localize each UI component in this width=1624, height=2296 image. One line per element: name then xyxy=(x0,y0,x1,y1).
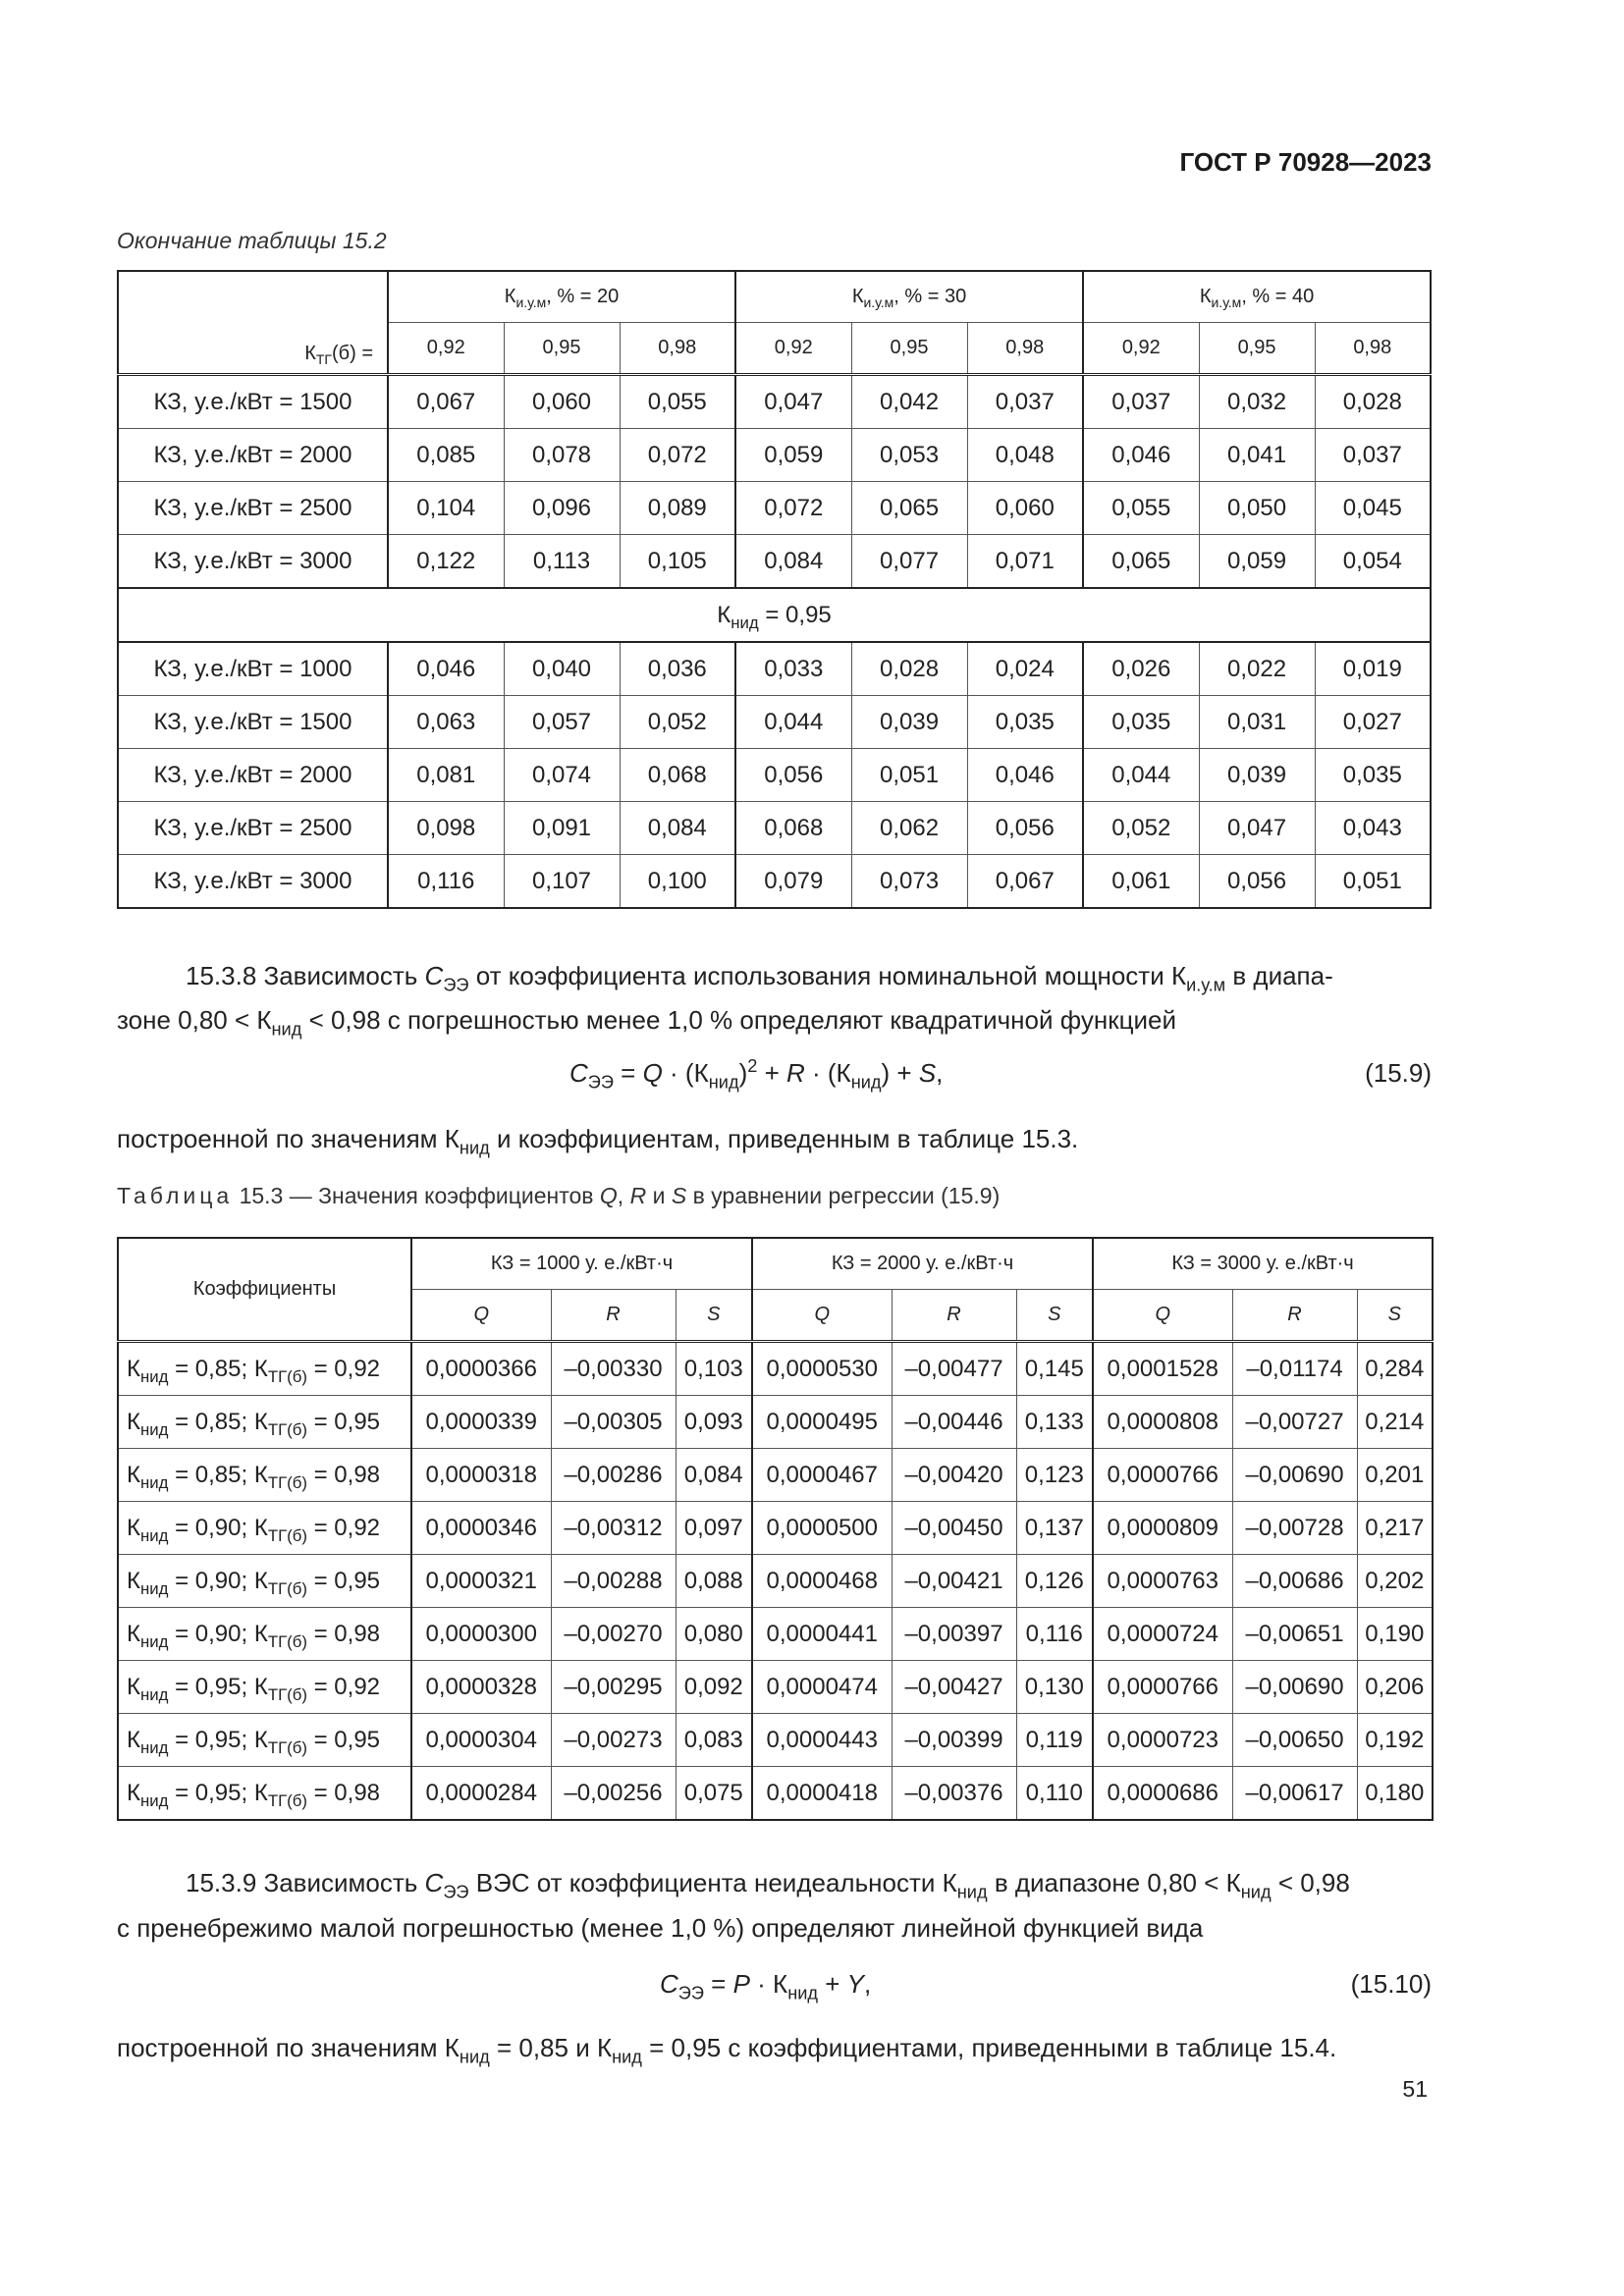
ktg-value-header: 0,98 xyxy=(1315,323,1431,375)
kz-group-header: КЗ = 1000 у. е./кВт·ч xyxy=(411,1238,752,1290)
value-cell: 0,047 xyxy=(735,375,851,429)
value-cell: 0,056 xyxy=(967,802,1083,855)
value-cell: 0,057 xyxy=(504,696,620,749)
coef-value-cell: 0,0000530 xyxy=(752,1342,892,1396)
paragraph-after-formula-15-9: построенной по значениям $К_{нид}$ и коэффициентам, приведенным в таблице 15.3. xyxy=(117,1124,1079,1158)
coef-row-label: $К_{нид} = 0,95$; $К_{ТГ(б)} = 0,98$ xyxy=(118,1767,411,1821)
value-cell: 0,026 xyxy=(1083,642,1199,696)
coef-value-cell: –0,00376 xyxy=(892,1767,1016,1821)
coef-value-cell: 0,214 xyxy=(1357,1396,1433,1449)
coef-value-cell: 0,0000441 xyxy=(752,1608,892,1661)
value-cell: 0,055 xyxy=(1083,482,1199,535)
value-cell: 0,039 xyxy=(851,696,967,749)
section-1-body xyxy=(118,375,1431,589)
table-row xyxy=(118,1502,1433,1555)
coef-value-cell: 0,119 xyxy=(1016,1714,1093,1767)
value-cell: 0,089 xyxy=(620,482,735,535)
coef-value-cell: 0,0000808 xyxy=(1093,1396,1232,1449)
value-cell: 0,048 xyxy=(967,429,1083,482)
paragraph-after-formula-15-10: построенной по значениям $К_{нид} = 0,85$ и $К_{нид} = 0,95$ с коэффициентами, приведенными в таблице 15.4. xyxy=(117,2033,1337,2067)
coef-value-cell: 0,180 xyxy=(1357,1767,1433,1821)
paragraph-15-3-9: 15.3.9 Зависимость $C_{ЭЭ}$ ВЭС от коэффициента неидеальности $К_{нид}$ в диапазоне $0,80 < К_{нид} < 0,98$ xyxy=(186,1868,1350,1902)
coef-value-cell: 0,206 xyxy=(1357,1661,1433,1714)
value-cell: 0,052 xyxy=(1083,802,1199,855)
coefficients-header: Коэффициенты xyxy=(118,1238,411,1342)
value-cell: 0,072 xyxy=(620,429,735,482)
coef-subheader: Q xyxy=(752,1290,892,1342)
coef-subheader: S xyxy=(1357,1290,1433,1342)
coef-value-cell: 0,075 xyxy=(676,1767,752,1821)
value-cell: 0,067 xyxy=(388,375,504,429)
table-15-3-body xyxy=(118,1342,1433,1821)
coef-value-cell: 0,0000766 xyxy=(1093,1661,1232,1714)
coef-value-cell: 0,0000418 xyxy=(752,1767,892,1821)
formula-15-9-number: (15.9) xyxy=(1365,1058,1432,1088)
table-15-3-caption: Таблица 15.3 — Значения коэффициентов Q, R и S в уравнении регрессии (15.9) xyxy=(117,1183,1001,1208)
coef-subheader: R xyxy=(892,1290,1016,1342)
value-cell: 0,065 xyxy=(1083,535,1199,589)
table-row xyxy=(118,1767,1433,1821)
value-cell: 0,043 xyxy=(1315,802,1431,855)
value-cell: 0,059 xyxy=(1199,535,1315,589)
value-cell: 0,052 xyxy=(620,696,735,749)
table-row xyxy=(118,749,1431,802)
kium-group-header: $К_{и.у.м}$, % = 20 xyxy=(388,271,735,323)
value-cell: 0,113 xyxy=(504,535,620,589)
value-cell: 0,035 xyxy=(967,696,1083,749)
table-15-3 xyxy=(117,1237,1434,1821)
value-cell: 0,116 xyxy=(388,855,504,909)
coef-subheader: R xyxy=(551,1290,676,1342)
value-cell: 0,085 xyxy=(388,429,504,482)
coef-value-cell: –0,00727 xyxy=(1232,1396,1357,1449)
value-cell: 0,084 xyxy=(735,535,851,589)
coef-value-cell: 0,0000467 xyxy=(752,1449,892,1502)
coef-value-cell: 0,0000495 xyxy=(752,1396,892,1449)
coef-value-cell: 0,092 xyxy=(676,1661,752,1714)
coef-value-cell: 0,084 xyxy=(676,1449,752,1502)
coef-value-cell: 0,202 xyxy=(1357,1555,1433,1608)
coef-value-cell: 0,0000321 xyxy=(411,1555,551,1608)
coef-value-cell: 0,0000809 xyxy=(1093,1502,1232,1555)
coef-value-cell: 0,080 xyxy=(676,1608,752,1661)
coef-value-cell: 0,137 xyxy=(1016,1502,1093,1555)
coef-value-cell: –0,00728 xyxy=(1232,1502,1357,1555)
ktg-value-header: 0,95 xyxy=(851,323,967,375)
ktg-value-header: 0,92 xyxy=(735,323,851,375)
coef-value-cell: –0,00305 xyxy=(551,1396,676,1449)
coef-subheader: S xyxy=(676,1290,752,1342)
table-row xyxy=(118,429,1431,482)
coef-value-cell: –0,00399 xyxy=(892,1714,1016,1767)
ktg-value-header: 0,95 xyxy=(1199,323,1315,375)
coef-value-cell: 0,0000366 xyxy=(411,1342,551,1396)
coef-value-cell: 0,0000339 xyxy=(411,1396,551,1449)
kium-group-header: $К_{и.у.м}$, % = 40 xyxy=(1083,271,1431,323)
value-cell: 0,055 xyxy=(620,375,735,429)
coef-subheader: R xyxy=(1232,1290,1357,1342)
coef-value-cell: 0,0000468 xyxy=(752,1555,892,1608)
coef-value-cell: –0,00421 xyxy=(892,1555,1016,1608)
ktg-value-header: 0,95 xyxy=(504,323,620,375)
value-cell: 0,065 xyxy=(851,482,967,535)
kz-row-label: КЗ, у.е./кВт = 2500 xyxy=(118,802,388,855)
coef-value-cell: 0,145 xyxy=(1016,1342,1093,1396)
value-cell: 0,045 xyxy=(1315,482,1431,535)
value-cell: 0,081 xyxy=(388,749,504,802)
coef-value-cell: –0,00617 xyxy=(1232,1767,1357,1821)
value-cell: 0,040 xyxy=(504,642,620,696)
table-15-2-continuation-caption: Окончание таблицы 15.2 xyxy=(117,228,387,253)
coef-row-label: $К_{нид} = 0,90$; $К_{ТГ(б)} = 0,98$ xyxy=(118,1608,411,1661)
coef-row-label: $К_{нид} = 0,95$; $К_{ТГ(б)} = 0,95$ xyxy=(118,1714,411,1767)
value-cell: 0,122 xyxy=(388,535,504,589)
value-cell: 0,041 xyxy=(1199,429,1315,482)
kz-group-header: КЗ = 3000 у. е./кВт·ч xyxy=(1093,1238,1433,1290)
coef-value-cell: –0,00686 xyxy=(1232,1555,1357,1608)
coef-value-cell: –0,00256 xyxy=(551,1767,676,1821)
value-cell: 0,091 xyxy=(504,802,620,855)
kz-row-label: КЗ, у.е./кВт = 2000 xyxy=(118,429,388,482)
value-cell: 0,105 xyxy=(620,535,735,589)
coef-value-cell: 0,0000318 xyxy=(411,1449,551,1502)
value-cell: 0,077 xyxy=(851,535,967,589)
knid-section-separator: $К_{нид} = 0,95$ xyxy=(118,588,1431,642)
value-cell: 0,071 xyxy=(967,535,1083,589)
kz-row-label: КЗ, у.е./кВт = 1500 xyxy=(118,375,388,429)
table-row xyxy=(118,642,1431,696)
value-cell: 0,039 xyxy=(1199,749,1315,802)
kz-group-header: КЗ = 2000 у. е./кВт·ч xyxy=(752,1238,1093,1290)
formula-15-10: $C_{ЭЭ} = P \cdot К_{нид} + Y$, xyxy=(660,1969,872,2003)
coef-value-cell: 0,0000304 xyxy=(411,1714,551,1767)
coef-value-cell: 0,0000686 xyxy=(1093,1767,1232,1821)
table-row xyxy=(118,855,1431,909)
coef-value-cell: –0,00477 xyxy=(892,1342,1016,1396)
value-cell: 0,047 xyxy=(1199,802,1315,855)
coef-value-cell: 0,0001528 xyxy=(1093,1342,1232,1396)
coef-value-cell: 0,0000724 xyxy=(1093,1608,1232,1661)
value-cell: 0,022 xyxy=(1199,642,1315,696)
value-cell: 0,072 xyxy=(735,482,851,535)
kz-row-label: КЗ, у.е./кВт = 3000 xyxy=(118,855,388,909)
value-cell: 0,060 xyxy=(967,482,1083,535)
coef-value-cell: 0,0000474 xyxy=(752,1661,892,1714)
value-cell: 0,035 xyxy=(1315,749,1431,802)
table-row xyxy=(118,482,1431,535)
coef-value-cell: 0,123 xyxy=(1016,1449,1093,1502)
value-cell: 0,033 xyxy=(735,642,851,696)
coef-value-cell: 0,133 xyxy=(1016,1396,1093,1449)
value-cell: 0,036 xyxy=(620,642,735,696)
value-cell: 0,107 xyxy=(504,855,620,909)
coef-value-cell: –0,01174 xyxy=(1232,1342,1357,1396)
value-cell: 0,044 xyxy=(1083,749,1199,802)
value-cell: 0,062 xyxy=(851,802,967,855)
value-cell: 0,028 xyxy=(851,642,967,696)
coef-value-cell: 0,0000763 xyxy=(1093,1555,1232,1608)
coef-value-cell: 0,192 xyxy=(1357,1714,1433,1767)
table-row xyxy=(118,375,1431,429)
table-15-2 xyxy=(117,270,1432,909)
value-cell: 0,078 xyxy=(504,429,620,482)
value-cell: 0,032 xyxy=(1199,375,1315,429)
ktg-value-header: 0,98 xyxy=(967,323,1083,375)
coef-value-cell: 0,190 xyxy=(1357,1608,1433,1661)
coef-value-cell: –0,00446 xyxy=(892,1396,1016,1449)
coef-value-cell: –0,00690 xyxy=(1232,1661,1357,1714)
coef-value-cell: –0,00397 xyxy=(892,1608,1016,1661)
coef-value-cell: 0,0000766 xyxy=(1093,1449,1232,1502)
value-cell: 0,051 xyxy=(1315,855,1431,909)
coef-row-label: $К_{нид} = 0,85$; $К_{ТГ(б)} = 0,95$ xyxy=(118,1396,411,1449)
coef-value-cell: –0,00651 xyxy=(1232,1608,1357,1661)
coef-row-label: $К_{нид} = 0,85$; $К_{ТГ(б)} = 0,98$ xyxy=(118,1449,411,1502)
coef-value-cell: 0,103 xyxy=(676,1342,752,1396)
value-cell: 0,019 xyxy=(1315,642,1431,696)
value-cell: 0,068 xyxy=(735,802,851,855)
coef-value-cell: –0,00273 xyxy=(551,1714,676,1767)
coef-value-cell: –0,00650 xyxy=(1232,1714,1357,1767)
coef-value-cell: 0,0000500 xyxy=(752,1502,892,1555)
coef-value-cell: –0,00330 xyxy=(551,1342,676,1396)
coef-subheader: S xyxy=(1016,1290,1093,1342)
coef-value-cell: –0,00288 xyxy=(551,1555,676,1608)
coef-value-cell: 0,097 xyxy=(676,1502,752,1555)
value-cell: 0,037 xyxy=(1315,429,1431,482)
coef-value-cell: –0,00295 xyxy=(551,1661,676,1714)
value-cell: 0,042 xyxy=(851,375,967,429)
coef-value-cell: 0,116 xyxy=(1016,1608,1093,1661)
coef-row-label: $К_{нид} = 0,85$; $К_{ТГ(б)} = 0,92$ xyxy=(118,1342,411,1396)
value-cell: 0,067 xyxy=(967,855,1083,909)
coef-value-cell: 0,130 xyxy=(1016,1661,1093,1714)
page-number: 51 xyxy=(1402,2076,1428,2102)
coef-value-cell: –0,00270 xyxy=(551,1608,676,1661)
coef-value-cell: 0,0000300 xyxy=(411,1608,551,1661)
value-cell: 0,056 xyxy=(735,749,851,802)
coef-value-cell: –0,00312 xyxy=(551,1502,676,1555)
coef-value-cell: 0,284 xyxy=(1357,1342,1433,1396)
kz-row-label: КЗ, у.е./кВт = 3000 xyxy=(118,535,388,589)
value-cell: 0,096 xyxy=(504,482,620,535)
ktg-value-header: 0,92 xyxy=(1083,323,1199,375)
table-row xyxy=(118,1342,1433,1396)
value-cell: 0,054 xyxy=(1315,535,1431,589)
value-cell: 0,068 xyxy=(620,749,735,802)
table-row xyxy=(118,535,1431,589)
value-cell: 0,027 xyxy=(1315,696,1431,749)
table-row xyxy=(118,1555,1433,1608)
coef-row-label: $К_{нид} = 0,90$; $К_{ТГ(б)} = 0,95$ xyxy=(118,1555,411,1608)
table-row xyxy=(118,1661,1433,1714)
coef-value-cell: 0,0000443 xyxy=(752,1714,892,1767)
coef-subheader: Q xyxy=(411,1290,551,1342)
coef-value-cell: 0,093 xyxy=(676,1396,752,1449)
paragraph-15-3-8: 15.3.8 Зависимость $C_{ЭЭ}$ от коэффициента использования номинальной мощности $К_{и.у.м}$ в диапа- xyxy=(186,961,1333,995)
coef-value-cell: –0,00420 xyxy=(892,1449,1016,1502)
coef-value-cell: –0,00427 xyxy=(892,1661,1016,1714)
coef-value-cell: –0,00450 xyxy=(892,1502,1016,1555)
kz-row-label: КЗ, у.е./кВт = 1500 xyxy=(118,696,388,749)
value-cell: 0,053 xyxy=(851,429,967,482)
value-cell: 0,037 xyxy=(1083,375,1199,429)
coef-value-cell: 0,126 xyxy=(1016,1555,1093,1608)
ktg-corner-label: $К_{ТГ}(б)$ = xyxy=(118,271,388,375)
table-row xyxy=(118,1714,1433,1767)
coef-value-cell: 0,0000346 xyxy=(411,1502,551,1555)
value-cell: 0,084 xyxy=(620,802,735,855)
coef-value-cell: 0,0000284 xyxy=(411,1767,551,1821)
table-row xyxy=(118,802,1431,855)
coef-value-cell: 0,201 xyxy=(1357,1449,1433,1502)
coef-value-cell: 0,083 xyxy=(676,1714,752,1767)
coef-value-cell: –0,00690 xyxy=(1232,1449,1357,1502)
coef-row-label: $К_{нид} = 0,95$; $К_{ТГ(б)} = 0,92$ xyxy=(118,1661,411,1714)
paragraph-15-3-9-line-2: с пренебрежимо малой погрешностью (менее 1,0 %) определяют линейной функцией вида xyxy=(117,1913,1204,1943)
value-cell: 0,037 xyxy=(967,375,1083,429)
value-cell: 0,056 xyxy=(1199,855,1315,909)
ktg-value-header: 0,92 xyxy=(388,323,504,375)
coef-row-label: $К_{нид} = 0,90$; $К_{ТГ(б)} = 0,92$ xyxy=(118,1502,411,1555)
value-cell: 0,046 xyxy=(388,642,504,696)
table-row xyxy=(118,1396,1433,1449)
kium-group-header: $К_{и.у.м}$, % = 30 xyxy=(735,271,1083,323)
value-cell: 0,046 xyxy=(1083,429,1199,482)
coef-value-cell: –0,00286 xyxy=(551,1449,676,1502)
value-cell: 0,079 xyxy=(735,855,851,909)
formula-15-10-number: (15.10) xyxy=(1350,1969,1432,1999)
value-cell: 0,060 xyxy=(504,375,620,429)
value-cell: 0,024 xyxy=(967,642,1083,696)
value-cell: 0,035 xyxy=(1083,696,1199,749)
value-cell: 0,074 xyxy=(504,749,620,802)
coef-subheader: Q xyxy=(1093,1290,1232,1342)
coef-value-cell: 0,0000328 xyxy=(411,1661,551,1714)
section-2-body xyxy=(118,642,1431,908)
value-cell: 0,063 xyxy=(388,696,504,749)
value-cell: 0,046 xyxy=(967,749,1083,802)
value-cell: 0,104 xyxy=(388,482,504,535)
kz-row-label: КЗ, у.е./кВт = 2500 xyxy=(118,482,388,535)
table-row xyxy=(118,1449,1433,1502)
document-id: ГОСТ Р 70928—2023 xyxy=(1179,147,1432,177)
coef-value-cell: 0,0000723 xyxy=(1093,1714,1232,1767)
kz-row-label: КЗ, у.е./кВт = 1000 xyxy=(118,642,388,696)
value-cell: 0,059 xyxy=(735,429,851,482)
value-cell: 0,051 xyxy=(851,749,967,802)
table-row xyxy=(118,1608,1433,1661)
value-cell: 0,050 xyxy=(1199,482,1315,535)
value-cell: 0,098 xyxy=(388,802,504,855)
value-cell: 0,061 xyxy=(1083,855,1199,909)
ktg-value-header: 0,98 xyxy=(620,323,735,375)
paragraph-15-3-8-line-2: зоне $0,80 < К_{нид} < 0,98$ с погрешностью менее 1,0 % определяют квадратичной функцией xyxy=(117,1005,1176,1040)
kz-row-label: КЗ, у.е./кВт = 2000 xyxy=(118,749,388,802)
value-cell: 0,100 xyxy=(620,855,735,909)
value-cell: 0,028 xyxy=(1315,375,1431,429)
value-cell: 0,031 xyxy=(1199,696,1315,749)
coef-value-cell: 0,217 xyxy=(1357,1502,1433,1555)
value-cell: 0,044 xyxy=(735,696,851,749)
coef-value-cell: 0,110 xyxy=(1016,1767,1093,1821)
formula-15-9: $C_{ЭЭ} = Q \cdot (К_{нид})^2 + R \cdot (К_{нид}) + S$, xyxy=(569,1056,944,1093)
value-cell: 0,073 xyxy=(851,855,967,909)
table-row xyxy=(118,696,1431,749)
coef-value-cell: 0,088 xyxy=(676,1555,752,1608)
